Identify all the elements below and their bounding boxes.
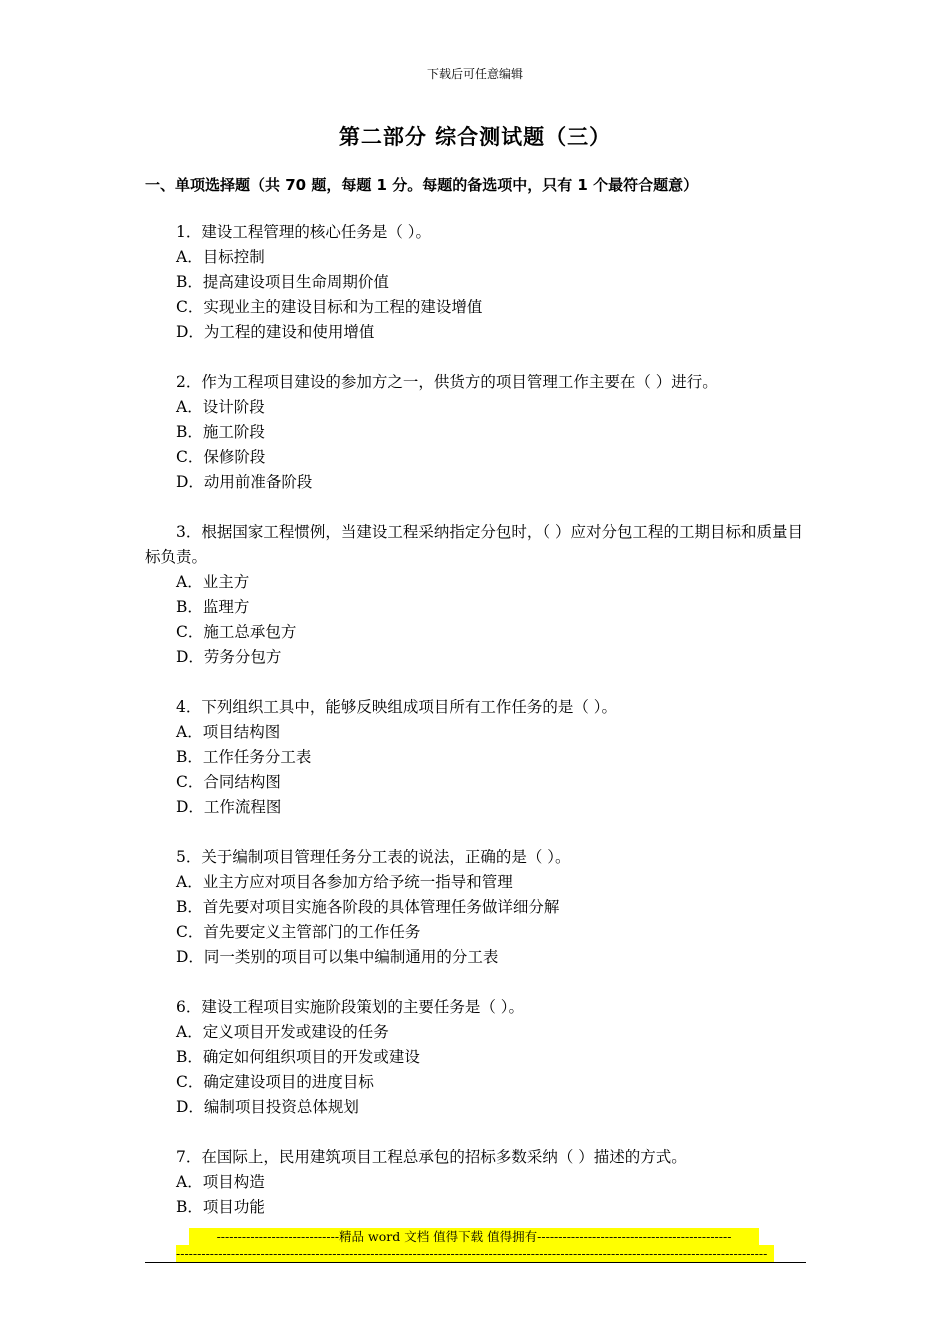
question-option: B．首先要对项目实施各阶段的具体管理任务做详细分解: [176, 898, 560, 916]
question-stem: 1．建设工程管理的核心任务是（ ）。: [176, 223, 432, 241]
question-option: B．施工阶段: [176, 423, 265, 441]
question-option: C．施工总承包方: [176, 623, 297, 641]
question-item: [145, 520, 810, 670]
footer-divider: [145, 1262, 806, 1263]
question-option: A．项目结构图: [176, 723, 281, 741]
footer-banner-line: --------------------------------------------------------------------------------------------------------------------------------------------: [176, 1245, 774, 1262]
question-stem: 5．关于编制项目管理任务分工表的说法，正确的是（ ）。: [176, 848, 571, 866]
question-item: [145, 370, 810, 495]
question-item: [145, 1145, 810, 1220]
question-list: [145, 220, 810, 1245]
question-stem: 7．在国际上，民用建筑项目工程总承包的招标多数采纳（ ）描述的方式。: [176, 1148, 687, 1166]
question-option: A．业主方应对项目各参加方给予统一指导和管理: [176, 873, 513, 891]
question-option: B．监理方: [176, 598, 250, 616]
section-heading: 一、单项选择题（共 70 题，每题 1 分。每题的备选项中，只有 1 个最符合题意）: [145, 176, 699, 194]
question-option: D．编制项目投资总体规划: [176, 1098, 359, 1116]
question-option: A．项目构造: [176, 1173, 265, 1191]
question-stem: 4．下列组织工具中，能够反映组成项目所有工作任务的是（ ）。: [176, 698, 618, 716]
question-option: A．定义项目开发或建设的任务: [176, 1023, 389, 1041]
page-title: 第二部分 综合测试题（三）: [338, 125, 612, 149]
question-item: [145, 995, 810, 1120]
question-option: C．保修阶段: [176, 448, 266, 466]
question-option: C．实现业主的建设目标和为工程的建设增值: [176, 298, 483, 316]
question-option: C．首先要定义主管部门的工作任务: [176, 923, 421, 941]
question-option: D．为工程的建设和使用增值: [176, 323, 375, 341]
question-option: B．确定如何组织项目的开发或建设: [176, 1048, 420, 1066]
question-stem: 6．建设工程项目实施阶段策划的主要任务是（ ）。: [176, 998, 525, 1016]
question-option: B．提高建设项目生命周期价值: [176, 273, 389, 291]
question-option: B．项目功能: [176, 1198, 265, 1216]
question-option: A．目标控制: [176, 248, 265, 266]
question-option: B．工作任务分工表: [176, 748, 312, 766]
question-option: D．动用前准备阶段: [176, 473, 313, 491]
question-option: A．设计阶段: [176, 398, 265, 416]
question-stem: 2．作为工程项目建设的参加方之一，供货方的项目管理工作主要在（ ）进行。: [176, 373, 718, 391]
question-option: A．业主方: [176, 573, 250, 591]
question-option: D．工作流程图: [176, 798, 282, 816]
question-option: D．同一类别的项目可以集中编制通用的分工表: [176, 948, 499, 966]
question-option: D．劳务分包方: [176, 648, 282, 666]
question-option: C．合同结构图: [176, 773, 281, 791]
question-item: [145, 220, 810, 345]
question-item: [145, 695, 810, 820]
header-note: 下载后可任意编辑: [426, 67, 523, 81]
footer-banner-line: -----------------------------精品 word 文档 值得下载 值得拥有----------------------------------------------: [189, 1228, 759, 1245]
question-stem: 3．根据国家工程惯例，当建设工程采纳指定分包时，（ ）应对分包工程的工期目标和质量目标负责。: [145, 523, 804, 566]
question-option: C．确定建设项目的进度目标: [176, 1073, 374, 1091]
question-item: [145, 845, 810, 970]
